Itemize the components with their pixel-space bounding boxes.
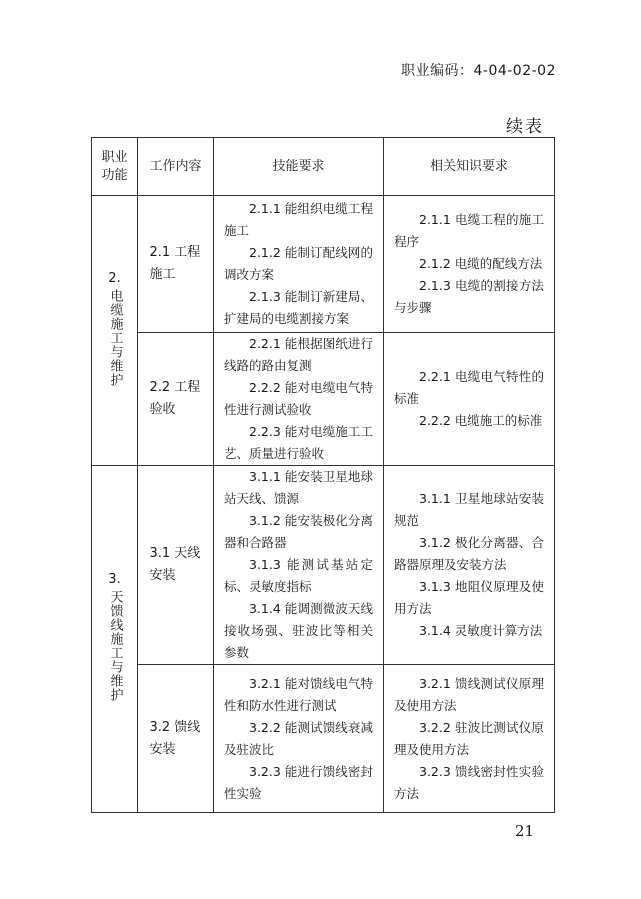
skills-table [91,137,555,813]
knowledge-item: 2.1.1 电缆工程的施工程序 [394,212,544,249]
skill-item: 3.1.3 能测试基站定标、灵敏度指标 [224,557,373,594]
table-row [92,196,555,333]
header-skills: 技能要求 [214,138,384,196]
occupation-code: 职业编码：4-04-02-02 [400,63,556,79]
knowledge-item: 3.1.2 极化分离器、合路器原理及安装方法 [394,535,544,572]
function-title: 天馈线施工与维护 [107,590,123,702]
skills-cell [214,665,384,813]
skill-item: 2.1.3 能制订新建局、扩建局的电缆割接方案 [224,289,373,326]
table-row [92,466,555,665]
skills-cell [214,333,384,466]
content-label: 3.1 天线安装 [149,546,201,583]
knowledge-cell [384,466,555,665]
content-label: 2.1 工程施工 [149,245,201,282]
function-number: 2. [108,270,121,286]
continued-label: 续表 [506,117,544,137]
skill-item: 2.1.1 能组织电缆工程施工 [224,201,373,238]
knowledge-item: 3.1.1 卫星地球站安装规范 [394,491,544,528]
skill-item: 3.1.2 能安装极化分离器和合路器 [224,513,373,550]
knowledge-item: 2.2.2 电缆施工的标准 [419,413,543,428]
content-cell [138,466,214,665]
table-row [92,665,555,813]
function-cell [92,466,138,813]
content-cell [138,196,214,333]
header-knowledge: 相关知识要求 [384,138,555,196]
header-function: 职业功能 [92,138,138,196]
table-row [92,333,555,466]
knowledge-item: 3.1.4 灵敏度计算方法 [419,623,543,638]
skill-item: 3.2.1 能对馈线电气特性和防水性进行测试 [224,675,373,713]
function-cell [92,196,138,466]
knowledge-cell [384,333,555,466]
knowledge-item: 2.2.1 电缆电气特性的标准 [394,369,544,406]
skills-cell [214,466,384,665]
content-cell [138,333,214,466]
header-content: 工作内容 [138,138,214,196]
function-title: 电缆施工与维护 [107,288,123,387]
skill-item: 3.2.3 能进行馈线密封性实验 [224,763,373,801]
skill-item: 3.2.2 能测试馈线衰减及驻波比 [224,719,373,757]
knowledge-item: 3.1.3 地阻仪原理及使用方法 [394,579,544,616]
function-number: 3. [108,572,121,587]
content-label: 2.2 工程验收 [149,380,201,417]
knowledge-item: 3.2.3 馈线密封性实验方法 [394,763,544,801]
skill-item: 2.2.1 能根据图纸进行线路的路由复测 [224,336,373,373]
knowledge-item: 3.2.1 馈线测试仪原理及使用方法 [394,675,544,713]
knowledge-item: 2.1.2 电缆的配线方法 [419,256,543,271]
skill-item: 2.2.2 能对电缆电气特性进行测试验收 [224,380,373,417]
knowledge-item: 2.1.3 电缆的割接方法与步骤 [394,278,544,315]
skills-cell [214,196,384,333]
skill-item: 3.1.1 能安装卫星地球站天线、馈源 [224,469,373,506]
knowledge-cell [384,196,555,333]
skill-item: 3.1.4 能调测微波天线接收场强、驻波比等相关参数 [224,601,373,660]
knowledge-cell [384,665,555,813]
content-label: 3.2 馈线安装 [149,719,201,757]
page-number: 21 [515,822,535,840]
knowledge-item: 3.2.2 驻波比测试仪原理及使用方法 [394,719,544,757]
skill-item: 2.1.2 能制订配线网的调改方案 [224,245,373,282]
skill-item: 2.2.3 能对电缆施工工艺、质量进行验收 [224,424,373,461]
content-cell [138,665,214,813]
